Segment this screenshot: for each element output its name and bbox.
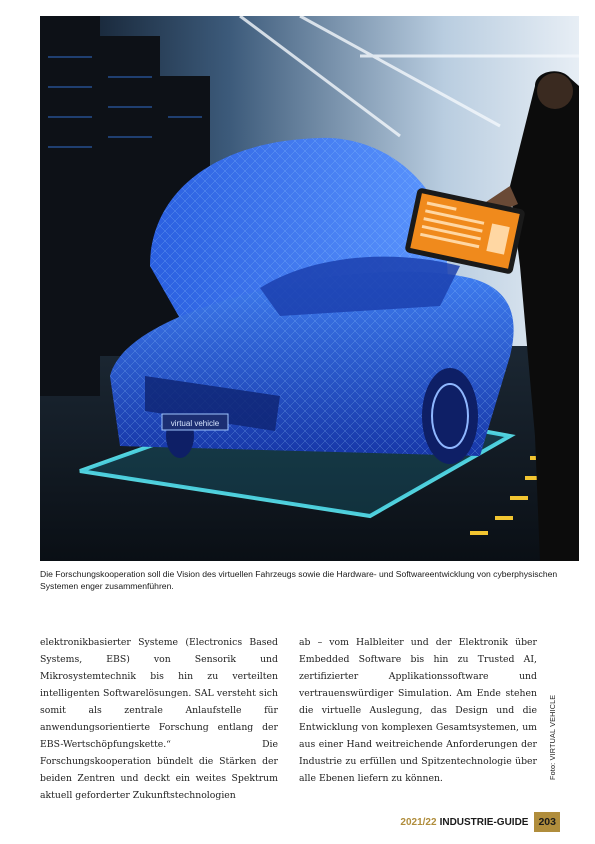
body-paragraph-right: ab – vom Halbleiter und der Elektronik über Embedded Software bis hin zu Trusted AI, zertifizierter Applikationssoftware und vertrauenswürdiger Simulation. Am Ende stehen die virtuelle Auslegung, das Design und die Entwicklung von komplexen Gesamtsystemen, um aus einer Hand weitreichende Anforderungen der Industrie zu erfüllen und Spitzentechnologie über alle Ebenen liefern zu können. <box>299 637 537 784</box>
body-paragraph-left: elektronikbasierter Systeme (Electronics Based Systems, EBS) von Sensorik und Mikrosystemtechnik bis hin zu verteilten intelligenten Softwarelösungen. SAL versteht sich somit als zentrale Anlaufstelle für anwendungsorientierte Forschung entlang der EBS-Wertschöpfungskette.“ Die Forschungskooperation bündelt die Stärken der beiden Zentren und deckt ein weites Spektrum aktuell geforderter Zukunftstechnologien <box>40 637 278 801</box>
body-column-left <box>40 634 278 804</box>
plate-label: virtual vehicle <box>170 419 220 428</box>
hero-photo <box>40 16 579 561</box>
footer-guide-title: INDUSTRIE-GUIDE <box>439 816 529 828</box>
body-column-right <box>299 634 537 787</box>
photo-caption: Die Forschungskooperation soll die Vision des virtuellen Fahrzeugs sowie die Hardware- und Softwareentwicklung von cyberphysischen Systemen enger zusammenführen. <box>40 569 558 591</box>
page-footer <box>400 812 560 832</box>
page-number: 203 <box>534 812 560 832</box>
footer-year: 2021/22 <box>400 816 437 828</box>
photo-credit: Foto: VIRTUAL VEHICLE <box>548 694 557 780</box>
